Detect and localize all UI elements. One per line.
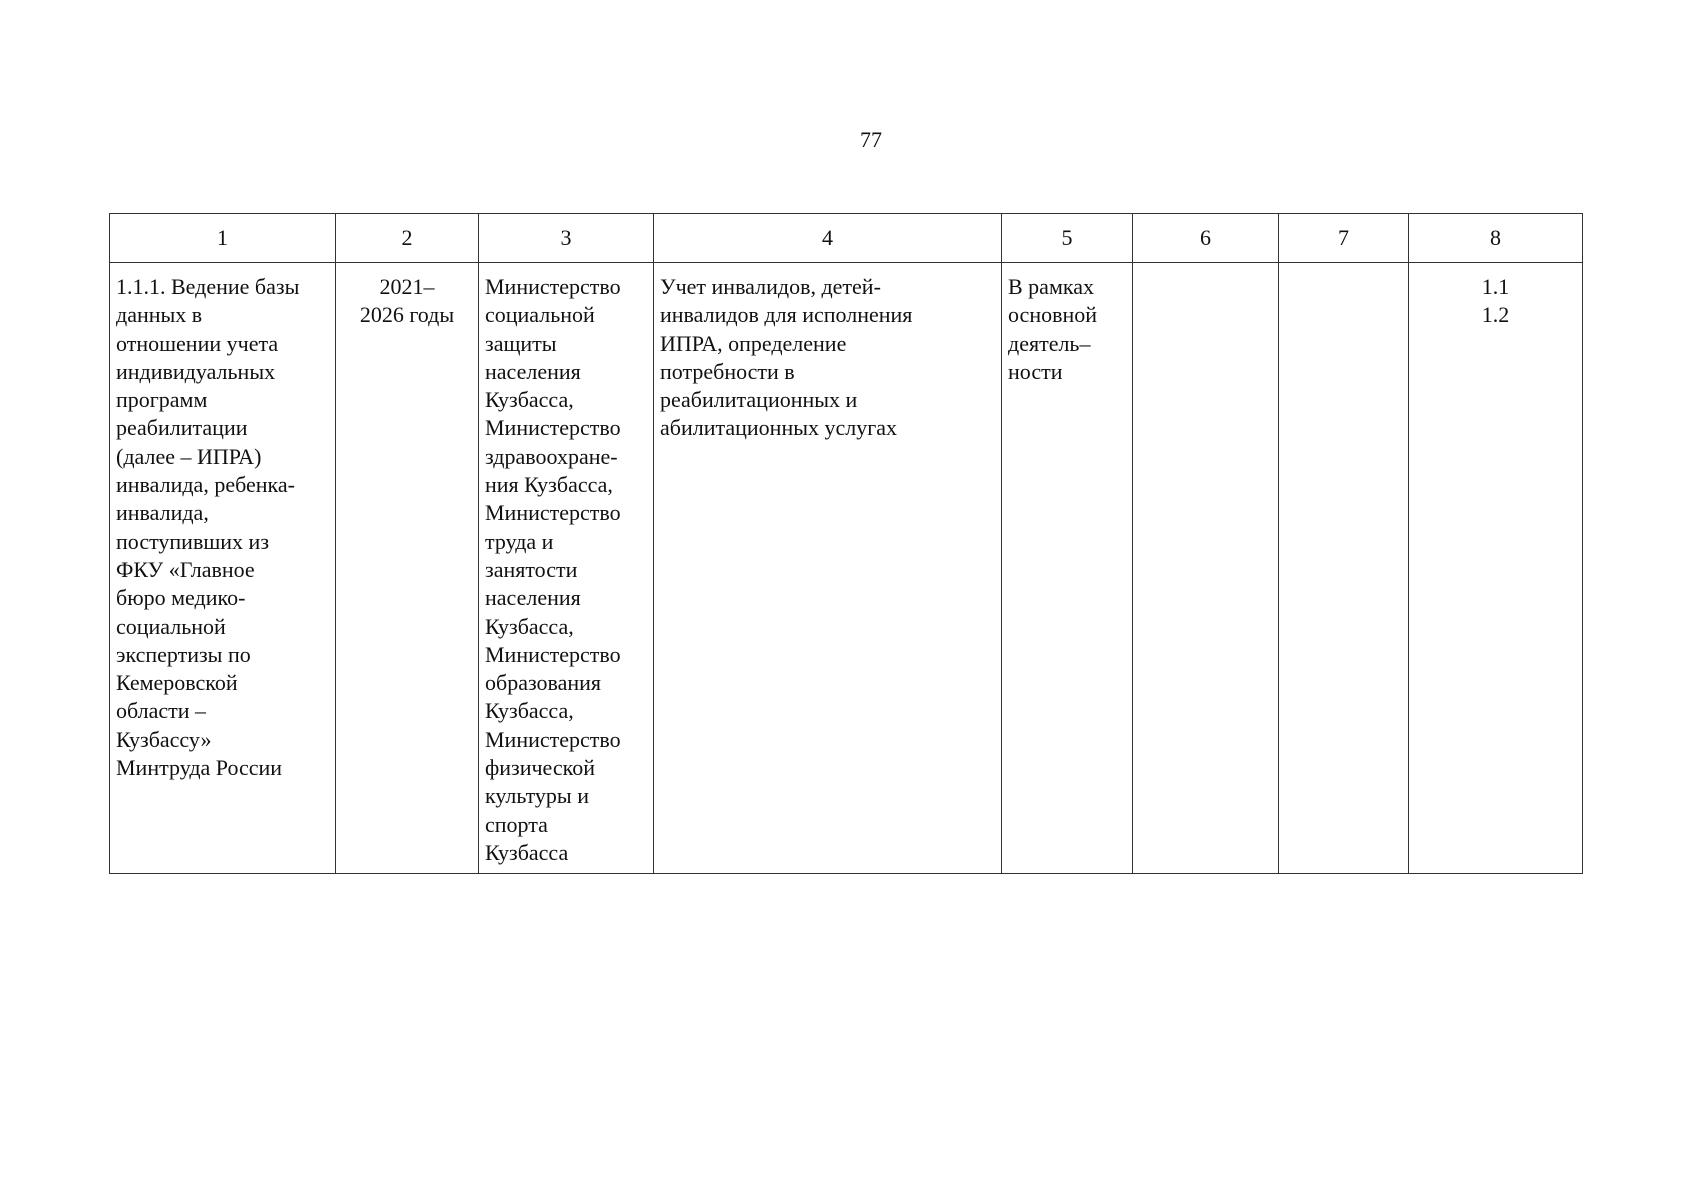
indicators-cell: 1.1 1.2 bbox=[1409, 263, 1583, 874]
header-cell-2: 2 bbox=[336, 214, 479, 263]
executors-cell: Министерство социальной защиты населения Кузбасса, Министерство здравоохране- ния Кузбасса, Министерство труда и занятости населения Кузбасса, Министерство образования Кузбасса, Министерство физической культуры и спорта Кузбасса bbox=[479, 263, 654, 874]
header-cell-7: 7 bbox=[1279, 214, 1409, 263]
header-cell-4: 4 bbox=[654, 214, 1002, 263]
header-cell-8: 8 bbox=[1409, 214, 1583, 263]
header-cell-1: 1 bbox=[110, 214, 336, 263]
funding-cell: В рамках основной деятель– ности bbox=[1002, 263, 1133, 874]
page-number: 77 bbox=[860, 127, 882, 152]
header-cell-3: 3 bbox=[479, 214, 654, 263]
table-row bbox=[110, 263, 1583, 874]
empty-cell-6 bbox=[1133, 263, 1279, 874]
expected-result-cell: Учет инвалидов, детей- инвалидов для исполнения ИПРА, определение потребности в реабилитационных и абилитационных услугах bbox=[654, 263, 1002, 874]
header-row bbox=[110, 214, 1583, 263]
empty-cell-7 bbox=[1279, 263, 1409, 874]
header-cell-6: 6 bbox=[1133, 214, 1279, 263]
period-cell: 2021– 2026 годы bbox=[336, 263, 479, 874]
measures-table bbox=[109, 213, 1583, 874]
header-cell-5: 5 bbox=[1002, 214, 1133, 263]
measure-name-cell: 1.1.1. Ведение базы данных в отношении учета индивидуальных программ реабилитации (далее – ИПРА) инвалида, ребенка- инвалида, поступивших из ФКУ «Главное бюро медико- социальной экспертизы по Кемеровской области – Кузбассу» Минтруда России bbox=[110, 263, 336, 874]
